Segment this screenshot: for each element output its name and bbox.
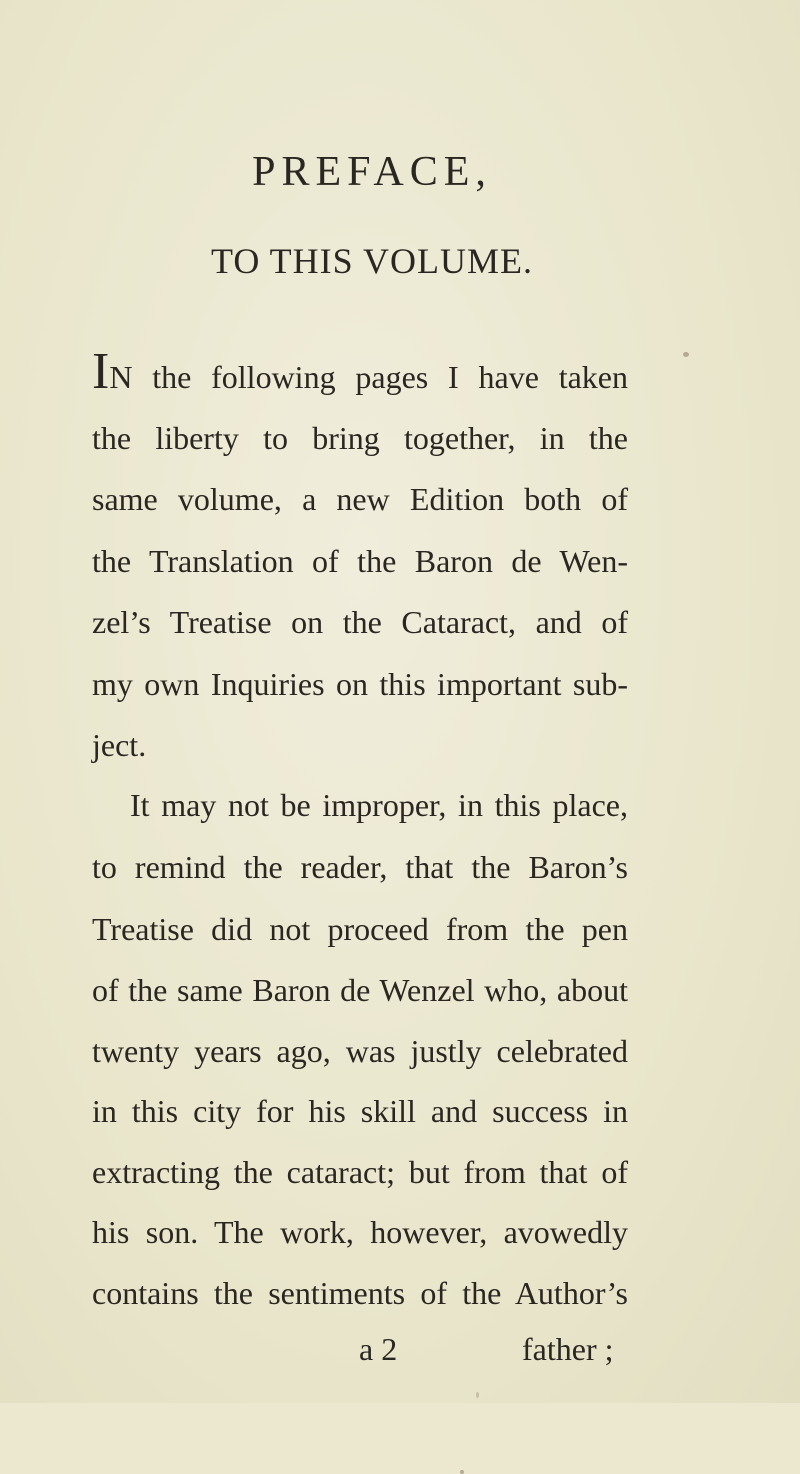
paragraph-2-line-5: twenty years ago, was justly celebrated <box>92 1033 628 1069</box>
catchword: father ; <box>522 1331 614 1367</box>
paper-speck <box>476 1392 479 1398</box>
paragraph-1-line-1 <box>92 343 628 400</box>
paragraph-1-line-1-text: N the following pages I have taken <box>109 359 628 395</box>
preface-subtitle: TO THIS VOLUME. <box>210 241 534 281</box>
paragraph-2-line-7: extracting the cataract; but from that of <box>92 1154 628 1190</box>
paragraph-1-line-4: the Translation of the Baron de Wen- <box>92 543 628 579</box>
preface-title: PREFACE, <box>252 149 492 195</box>
paragraph-1-line-5: zel’s Treatise on the Cataract, and of <box>92 604 628 640</box>
paragraph-1-line-6: my own Inquiries on this important sub- <box>92 666 628 702</box>
paragraph-2-line-4: of the same Baron de Wenzel who, about <box>92 972 628 1008</box>
paper-speck <box>460 1470 464 1474</box>
signature-mark: a 2 <box>359 1331 398 1367</box>
paragraph-2-line-3: Treatise did not proceed from the pen <box>92 911 628 947</box>
paragraph-2-line-2: to remind the reader, that the Baron’s <box>92 849 628 885</box>
paragraph-2-line-1: It may not be improper, in this place, <box>130 787 628 823</box>
paragraph-2-line-8: his son. The work, however, avowedly <box>92 1214 628 1250</box>
drop-initial: I <box>92 343 110 400</box>
paragraph-2-line-6: in this city for his skill and success in <box>92 1093 628 1129</box>
paragraph-1-line-2: the liberty to bring together, in the <box>92 420 628 456</box>
paragraph-2-line-9: contains the sentiments of the Author’s <box>92 1275 628 1311</box>
paragraph-1-line-3: same volume, a new Edition both of <box>92 481 628 517</box>
paper-speck <box>683 352 689 357</box>
paragraph-1-line-7: ject. <box>92 727 147 763</box>
